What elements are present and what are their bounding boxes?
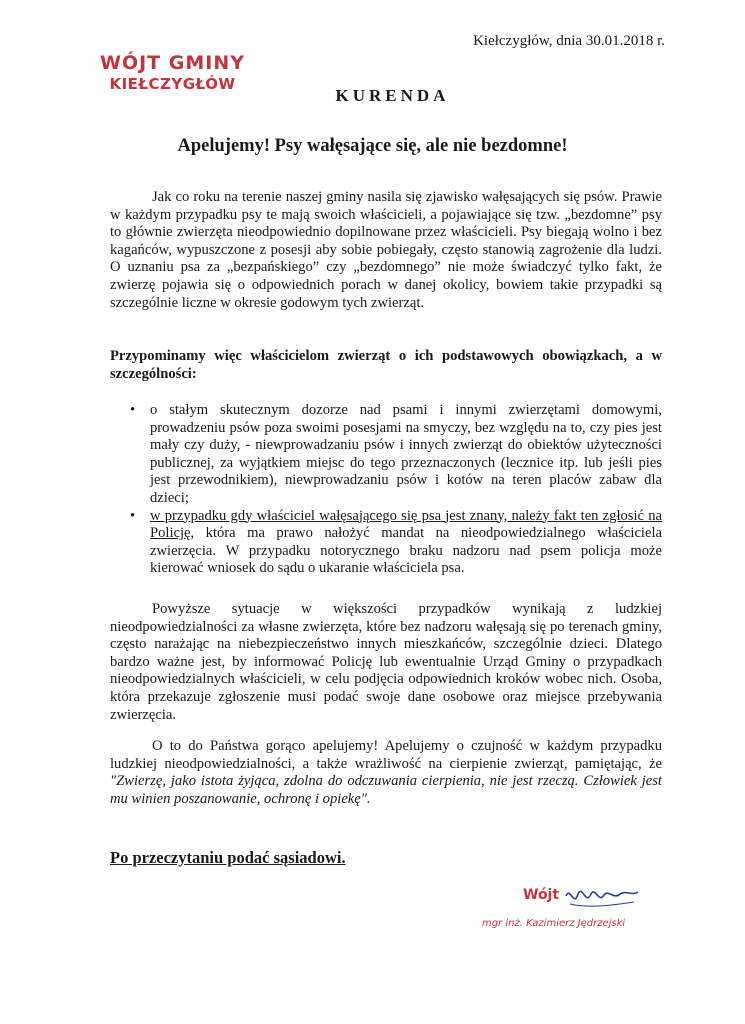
paragraph-responsibility: Powyższe sytuacje w większości przypadków wynikają z ludzkiej nieodpowiedzialności za własne zwierzęta, które bez nadzoru wałęsają się po terenach gminy, często narażając na niebezpieczeństwo innych mieszkańców, szczególnie dzieci. Dlatego bardzo ważne jest, by informować Policję lub ewentualnie Urząd Gminy o przypadkach nieodpowiedzialnych właścicieli, w celu podjęcia odpowiednich kroków wobec nich. Osoba, która przekazuje zgłoszenie musi podać swoje dane osobowe oraz miejsce przebywania zwierzęcia. <box>110 601 662 723</box>
signature-stamp <box>478 882 658 942</box>
bullet-icon: • <box>130 402 136 418</box>
list-item <box>110 402 662 508</box>
signature-name: mgr inż. Kazimierz Jędrzejski <box>482 918 626 929</box>
paragraph-appeal <box>110 738 662 808</box>
list-item-underlined-text: w przypadku gdy właściciel wałęsającego się psa jest znany, należy fakt ten zgłosić na Policję, <box>150 507 662 542</box>
obligations-intro: Przypominamy więc właścicielom zwierząt o ich podstawowych obowiązkach, a w szczególności: <box>110 348 662 382</box>
paragraph-intro: Jak co roku na terenie naszej gminy nasila się zjawisko wałęsających się psów. Prawie w każdym przypadku psy te mają swoich właścicieli, a pojawiające się tzw. „bezdomne” psy to głównie zwierzęta nieodpowiednio dopilnowane przez właścicieli. Psy biegają wolno i bez kagańców, wypuszczone z posesji aby sobie pobiegały, często stanowią zagrożenie dla ludzi. O uznaniu psa za „bezpańskiego” czy „bezdomnego” nie może świadczyć tylko fakt, że zwierzę pojawia się o odpowiednich porach w danej okolicy, bowiem takie przypadki są szczególnie liczne w okresie godowym tych zwierząt. <box>110 189 662 311</box>
handwritten-signature <box>566 891 638 899</box>
bullet-icon: • <box>130 507 136 524</box>
appeal-text: O to do Państwa gorąco apelujemy! Apelujemy o czujność w każdym przypadku ludzkiej nieodpowiedzialności, a także wrażliwość na cierpienie zwierząt, pamiętając, że <box>110 738 662 772</box>
list-item-text: o stałym skutecznym dozorze nad psami i innymi zwierzętami domowymi, prowadzeniu psów poza swoimi posesjami na smyczy, bez względu na to, czy pies jest mały czy duży, - niewprowadzaniu psów i innych zwierząt do obiektów użyteczności publicznej, za wyjątkiem miejsc do tego przeznaczonych (lecznice itp. lub jeśli pies jest przewodnikiem), niewprowadzaniu psów i kotów na teren placów zabaw dla dzieci; <box>150 402 662 506</box>
stamp-line-1: WÓJT GMINY <box>100 52 245 74</box>
stamp-line-2: KIEŁCZYGŁÓW <box>109 75 236 93</box>
signature-title: Wójt <box>523 887 560 903</box>
document-title: Apelujemy! Psy wałęsające się, ale nie bezdomne! <box>177 136 568 156</box>
document-type-heading <box>0 86 745 106</box>
list-item-text: która ma prawo nałożyć mandat na nieodpowiedzialnego właściciela zwierzęcia. W przypadku notorycznego braku nadzoru nad psem policja może kierować wniosek do sądu o ukaranie właściciela psa. <box>150 525 662 577</box>
document-type-text: KURENDA <box>335 86 450 105</box>
signature-underline <box>570 902 634 906</box>
list-item <box>110 508 662 578</box>
appeal-quote: "Zwierzę, jako istota żyjąca, zdolna do odczuwania cierpienia, nie jest rzeczą. Człowiek jest mu winien poszanowanie, ochronę i opiekę". <box>110 773 662 807</box>
obligations-list <box>110 402 662 578</box>
date-line: Kiełczygłów, dnia 30.01.2018 r. <box>473 33 665 49</box>
closing-instruction: Po przeczytaniu podać sąsiadowi. <box>110 848 346 867</box>
